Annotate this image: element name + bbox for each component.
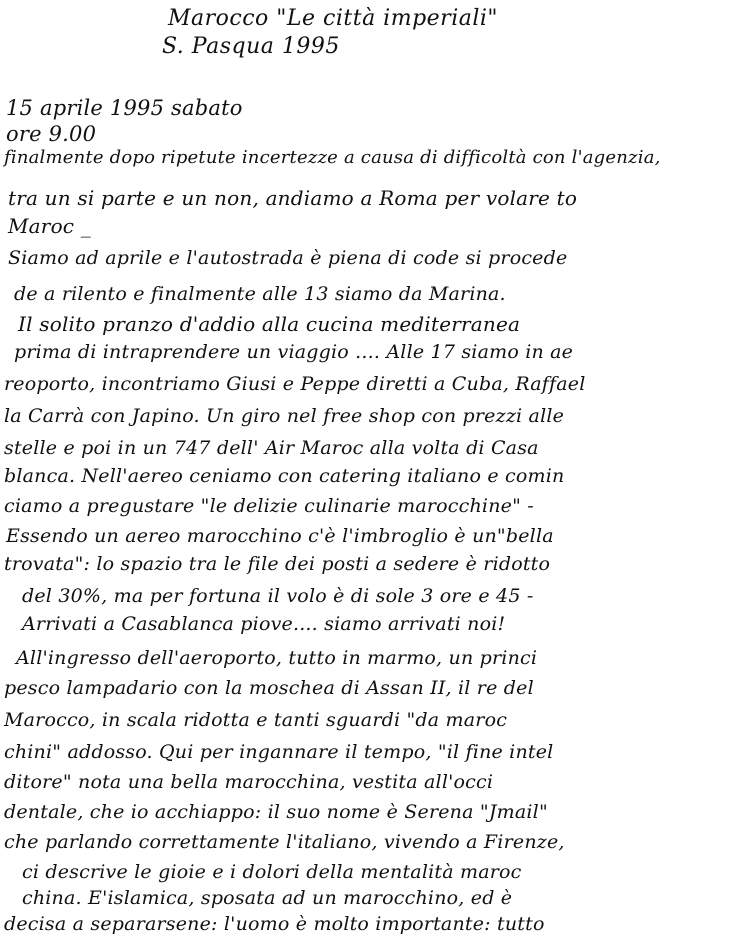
text-line: finalmente dopo ripetute incertezze a causa di difficoltà con l'agenzia,: [4, 147, 661, 168]
text-line: ciamo a pregustare "le delizie culinarie marocchine" -: [4, 495, 534, 517]
text-line: tra un si parte e un non, andiamo a Roma per volare to: [8, 186, 578, 210]
text-line: Il solito pranzo d'addio alla cucina mediterranea: [18, 312, 521, 336]
page-subtitle: S. Pasqua 1995: [162, 34, 340, 59]
text-line: china. E'islamica, sposata ad un marocchino, ed è: [22, 887, 513, 909]
text-line: All'ingresso dell'aeroporto, tutto in marmo, un princi: [16, 647, 538, 669]
text-line: pesco lampadario con la moschea di Assan II, il re del: [4, 677, 534, 699]
text-line: ditore" nota una bella marocchina, vestita all'occi: [4, 771, 494, 793]
text-line: la Carrà con Japino. Un giro nel free shop con prezzi alle: [4, 405, 565, 427]
entry-time: ore 9.00: [6, 122, 97, 146]
text-line: prima di intraprendere un viaggio .... Alle 17 siamo in ae: [14, 341, 574, 363]
text-line: del 30%, ma per fortuna il volo è di sole 3 ore e 45 -: [22, 585, 534, 607]
text-line: Siamo ad aprile e l'autostrada è piena di code si procede: [8, 247, 568, 269]
text-line: reoporto, incontriamo Giusi e Peppe diretti a Cuba, Raffael: [4, 373, 586, 395]
text-line: blanca. Nell'aereo ceniamo con catering italiano e comin: [4, 465, 565, 487]
text-line: decisa a separarsene: l'uomo è molto importante: tutto: [4, 913, 545, 935]
page-title: Marocco "Le città imperiali": [168, 6, 499, 31]
text-line: Maroc _: [8, 214, 91, 238]
text-line: de a rilento e finalmente alle 13 siamo da Marina.: [14, 283, 506, 305]
text-line: trovata": lo spazio tra le file dei posti a sedere è ridotto: [4, 553, 551, 575]
text-line: chini" addosso. Qui per ingannare il tempo, "il fine intel: [4, 741, 554, 763]
text-line: Marocco, in scala ridotta e tanti sguardi "da maroc: [4, 709, 508, 731]
text-line: Arrivati a Casablanca piove.... siamo arrivati noi!: [22, 613, 506, 635]
entry-date: 15 aprile 1995 sabato: [6, 96, 243, 120]
text-line: che parlando correttamente l'italiano, vivendo a Firenze,: [4, 831, 565, 853]
text-line: stelle e poi in un 747 dell' Air Maroc alla volta di Casa: [4, 437, 539, 459]
text-line: Essendo un aereo marocchino c'è l'imbroglio è un"bella: [6, 525, 554, 547]
text-line: ci descrive le gioie e i dolori della mentalità maroc: [22, 861, 522, 883]
text-line: dentale, che io acchiappo: il suo nome è Serena "Jmail": [4, 801, 548, 823]
